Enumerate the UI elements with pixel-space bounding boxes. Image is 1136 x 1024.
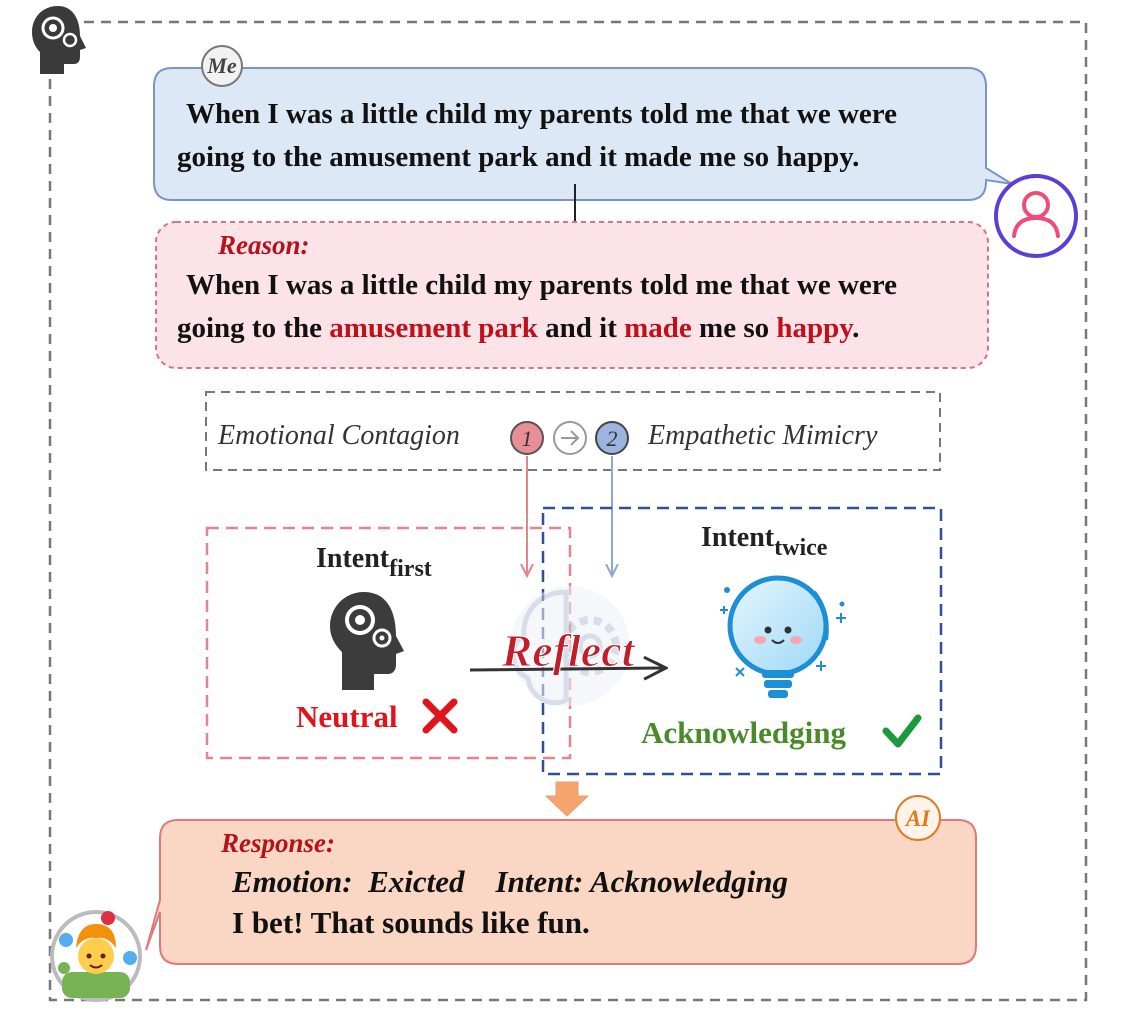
user-text-line1: When I was a little child my parents told me that we were: [186, 98, 897, 130]
user-text-line2: going to the amusement park and it made me so happy.: [177, 141, 860, 173]
neutral-label: Neutral: [296, 699, 398, 734]
ai-tag-label: AI: [905, 806, 931, 831]
response-title: Response:: [221, 828, 335, 858]
check-icon: [886, 718, 918, 744]
ai-avatar-icon: [52, 911, 140, 1000]
reason-highlight-happy: happy: [776, 312, 853, 344]
response-emotion-line: Emotion: Exicted Intent: Acknowledging: [232, 864, 789, 899]
badge-2: [596, 422, 628, 454]
reason-part: going to the: [177, 312, 330, 344]
badge-2-label: 2: [606, 426, 618, 451]
arrow-circle-icon: [554, 422, 586, 454]
head-gears-icon: [330, 592, 404, 690]
acknowledging-label: Acknowledging: [641, 715, 846, 750]
reason-text-line2: [177, 312, 859, 344]
response-bubble: [146, 820, 976, 964]
mechanisms-box: [206, 392, 940, 470]
reason-highlight-made: made: [624, 312, 692, 344]
reason-highlight-amusement: amusement park: [329, 312, 538, 344]
reason-part: me so: [691, 312, 777, 344]
response-reply: I bet! That sounds like fun.: [232, 905, 590, 940]
cross-icon: [426, 702, 454, 730]
reason-title: Reason:: [218, 230, 310, 260]
me-tag: [202, 46, 242, 86]
intent-first-word: Intent: [316, 543, 390, 574]
user-avatar-icon: [996, 176, 1076, 256]
down-arrow-icon: [546, 782, 588, 816]
reason-part: .: [852, 312, 860, 344]
reflect-label: Reflect: [501, 625, 635, 676]
intent-first-title: [316, 543, 432, 582]
empathetic-mimicry-label: Empathetic Mimicry: [648, 420, 878, 451]
intent-twice-word: Intent: [701, 522, 775, 553]
me-tag-label: Me: [207, 53, 237, 78]
badge-1: [511, 422, 543, 454]
reason-box: [156, 222, 988, 368]
head-gears-icon: [32, 6, 86, 74]
ai-tag: [896, 796, 940, 840]
intent-twice-title: [701, 522, 828, 561]
intent-first-sub: first: [389, 556, 432, 582]
reason-part: and it: [537, 312, 625, 344]
lightbulb-icon: [720, 578, 846, 698]
user-bubble: [154, 68, 1012, 200]
intent-twice-sub: twice: [774, 535, 828, 561]
badge-1-label: 1: [521, 426, 533, 451]
emotional-contagion-label: Emotional Contagion: [218, 420, 460, 451]
reason-text-line1: When I was a little child my parents told me that we were: [186, 269, 897, 301]
